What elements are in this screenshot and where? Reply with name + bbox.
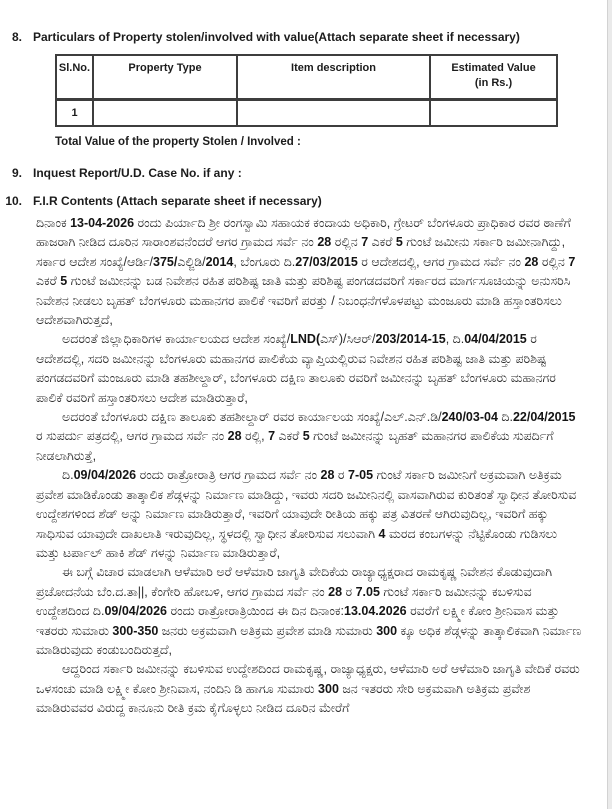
property-table-header-row bbox=[56, 55, 557, 99]
section-title: F.I.R Contents (Attach separate sheet if necessary) bbox=[33, 194, 322, 208]
cell-slno: 1 bbox=[56, 99, 93, 126]
fir-paragraphs bbox=[36, 214, 582, 719]
cell-estimated-value bbox=[430, 99, 557, 126]
property-table bbox=[55, 54, 558, 127]
section-number: 8. bbox=[11, 30, 22, 44]
section-number: 9. bbox=[11, 166, 22, 180]
fir-paragraph: ದಿನಾಂಕ 13-04-2026 ರಂದು ಪಿರ್ಯಾದಿ ಶ್ರೀ ರಂಗಸ್ವಾಮಿ ಸಹಾಯಕ ಕಂದಾಯ ಅಧಿಕಾರಿ, ಗ್ರೇಟರ್ ಬೆಂಗಳೂರು ಪ್ರಾಧಿಕಾರ ರವರ ಠಾಣೆಗೆ ಹಾಜರಾಗಿ ನೀಡಿದ ದೂರಿನ ಸಾರಾಂಶವನೆಂದರೆ ಆಗರ ಗ್ರಾಮದ ಸರ್ವೆ ನಂ 28 ರಲ್ಲಿನ 7 ಎಕರೆ 5 ಗುಂಟೆ ಜಮೀನು ಸರ್ಕಾರಿ ಜಮೀನಾಗಿದ್ದು, ಸರ್ಕಾರ ಆದೇಶ ಸಂಖ್ಯೆ/ಆರ್ಡಿ/375/ಎಲ್ಜಿಡಿ/2014, ಬೆಂಗೂರು ದಿ.27/03/2015 ರ ಆದೇಶದಲ್ಲಿ, ಆಗರ ಗ್ರಾಮದ ಸರ್ವೆ ನಂ 28 ರಲ್ಲಿನ 7 ಎಕರೆ 5 ಗುಂಟೆ ಜಮೀನನ್ನು ಬಡ ನಿವೇಶನ ರಹಿತ ಪರಿಶಿಷ್ಟ ಜಾತಿ ಮತ್ತು ಪರಿಶಿಷ್ಟ ಪಂಗಡದವರಿಗೆ ಸರ್ಕಾರದ ಮಾರ್ಗಸೂಚಿಯನ್ನು ಅನುಸರಿಸಿ ನಿವೇಶನ ನೀಡಲು ಬೃಹತ್ ಬೆಂಗಳೂರು ಮಹಾನಗರ ಪಾಲಿಕೆ ಇವರಿಗೆ ಪರತ್ತು / ನಿಬಂಧನೆಗಳೊಳಪಟ್ಟು ಮಂಜೂರು ಮಾಡಿ ಹಸ್ತಾಂತರಿಸಲು ಆದೇಶವಾಗಿರುತ್ತದೆ, bbox=[36, 216, 576, 328]
fir-paragraph: ಈ ಬಗ್ಗೆ ವಿಚಾರ ಮಾಡಲಾಗಿ ಆಳೆಮಾರಿ ಅರೆ ಆಳೆಮಾರಿ ಜಾಗೃತಿ ವೇದಿಕೆಯ ರಾಜ್ಯಾಧ್ಯಕ್ಷರಾದ ರಾಮಕೃಷ್ಣ ನಿವೇಶನ ಕೊಡುವುದಾಗಿ ಪ್ರಚೋದನೆಯ ಬೆಂ.ದ.ತಾ||, ಕೆಂಗೇರಿ ಹೋಬಳಿ, ಆಗರ ಗ್ರಾಮದ ಸರ್ವೆ ನಂ 28 ರ 7.05 ಗುಂಟೆ ಸರ್ಕಾರಿ ಜಮೀನನ್ನು ಕಬಳಿಸುವ ಉದ್ದೇಶದಿಂದ ದಿ.09/04/2026 ರಂದು ರಾತ್ರೋರಾತ್ರಿಯಿಂದ ಈ ದಿನ ದಿನಾಂಕ:13.04.2026 ರವರೆಗೆ ಲಕ್ಷ್ಮೀ ಕೋಂ ಶ್ರೀನಿವಾಸ ಮತ್ತು ಇತರರು ಸುಮಾರು 300-350 ಜನರು ಅಕ್ರಮವಾಗಿ ಅತಿಕ್ರಮ ಪ್ರವೇಶ ಮಾಡಿ ಸುಮಾರು 300 ಕ್ಕೂ ಅಧಿಕ ಶೆಡ್ಗಳನ್ನು ತಾತ್ಕಾಲಿಕವಾಗಿ ನಿರ್ಮಾಣ ಮಾಡಿರುವುದು ಕಂಡುಬಂದಿರುತ್ತದೆ, bbox=[36, 565, 582, 657]
section-number: 10. bbox=[5, 194, 22, 208]
cell-item-description bbox=[237, 99, 430, 126]
fir-paragraph: ಅದರಂತೆ ಬೆಂಗಳೂರು ದಕ್ಷಿಣ ತಾಲೂಕು ತಹಶೀಲ್ದಾರ್ ರವರ ಕಾರ್ಯಾಲಯ ಸಂಖ್ಯೆ/ಎಲ್.ಎನ್.ಡಿ/240/03-04 ದಿ.22/04/2015 ರ ಸುಪರ್ದು ಪತ್ರದಲ್ಲಿ, ಆಗರ ಗ್ರಾಮದ ಸರ್ವೆ ನಂ 28 ರಲ್ಲಿ, 7 ಎಕರೆ 5 ಗುಂಟೆ ಜಮೀನನ್ನು ಬೃಹತ್ ಮಹಾನಗರ ಪಾಲಿಕೆಯ ಸುಪರ್ದಿಗೆ ನೀಡಲಾಗಿರುತ್ತೆ, bbox=[36, 410, 576, 463]
column-header-item-description: Item description bbox=[237, 55, 430, 99]
column-header-property-type: Property Type bbox=[93, 55, 237, 99]
section-title: Particulars of Property stolen/involved with value(Attach separate sheet if necessary) bbox=[33, 30, 520, 44]
table-row bbox=[56, 99, 557, 126]
total-value-label: Total Value of the property Stolen / Involved : bbox=[55, 136, 301, 148]
fir-paragraph: ಅದರಂತೆ ಜಿಲ್ಲಾಧಿಕಾರಿಗಳ ಕಾರ್ಯಾಲಯದ ಆದೇಶ ಸಂಖ್ಯೆ/LND(ಎಸ್)/ಸಿಆರ್/203/2014-15, ದಿ.04/04/2015 ರ ಆದೇಶದಲ್ಲಿ, ಸದರಿ ಜಮೀನನ್ನು ಬೆಂಗಳೂರು ಮಹಾನಗರ ಪಾಲಿಕೆಯ ವ್ಯಾಪ್ತಿಯಲ್ಲಿರುವ ನಿವೇಶನ ರಹಿತ ಪರಿಶಿಷ್ಟ ಜಾತಿ ಮತ್ತು ಪರಿಶಿಷ್ಟ ಪಂಗಡದವರಿಗೆ ಮಂಜೂರು ಮಾಡಿ ತಹಶೀಲ್ದಾರ್, ಬೆಂಗಳೂರು ದಕ್ಷಿಣ ತಾಲೂಕು ರವರಿಗೆ ಜಮೀನನ್ನು ಬೃಹತ್ ಬೆಂಗಳೂರು ಮಹಾನಗರ ಪಾಲಿಕೆ ರವರಿಗೆ ಹಸ್ತಾಂತರಿಸಲು ಆದೇಶ ಮಾಡಿರುತ್ತಾರೆ, bbox=[36, 332, 556, 405]
fir-paragraph: ದಿ.09/04/2026 ರಂದು ರಾತ್ರೋರಾತ್ರಿ ಆಗರ ಗ್ರಾಮದ ಸರ್ವೆ ನಂ 28 ರ 7-05 ಗುಂಟೆ ಸರ್ಕಾರಿ ಜಮೀನಿಗೆ ಅಕ್ರಮವಾಗಿ ಅತಿಕ್ರಮ ಪ್ರವೇಶ ಮಾಡಿಕೊಂಡು ತಾತ್ಕಾಲಿಕ ಶೆಡ್ಗಳನ್ನು ನಿರ್ಮಾಣ ಮಾಡಿದ್ದು, ಇವರು ಸದರಿ ಜಮೀನಿನಲ್ಲಿ ವಾಸವಾಗಿರುವ ಕುರಿತಂತೆ ಸ್ವಾಧೀನ ತೋರಿಸುವ ಉದ್ದೇಶಗಳಿಂದ ಶೆಡ್ ಅನ್ನು ನಿರ್ಮಾಣ ಮಾಡಿರುತ್ತಾರೆ, ಇವರಿಗೆ ಯಾವುದೇ ರೀತಿಯ ಹಕ್ಕು ಪತ್ರ ವಿತರಣೆ ಆಗಿರುವುದಿಲ್ಲ, ಇವರಿಗೆ ಹಕ್ಕು ಸಾಧಿಸುವ ಯಾವುದೇ ದಾಖಲಾತಿ ಇರುವುದಿಲ್ಲ, ಸ್ಥಳದಲ್ಲಿ ಸ್ವಾಧೀನ ತೋರಿಸುವ ಸಲುವಾಗಿ 4 ಮರದ ಕಂಬಗಳನ್ನು ನೆಟ್ಟಿಕೊಂಡು ಗುಡಿಸಲು ಮತ್ತು ಟರ್ಪಾಲ್ ಹಾಕಿ ಶೆಡ್ ಗಳನ್ನು ನಿರ್ಮಾಣ ಮಾಡಿರುತ್ತಾರೆ, bbox=[36, 468, 577, 560]
cell-property-type bbox=[93, 99, 237, 126]
column-header-estimated-value-line1: Estimated Value bbox=[451, 62, 536, 74]
page-right-edge bbox=[607, 0, 612, 809]
column-header-slno: Sl.No. bbox=[56, 55, 93, 99]
column-header-estimated-value bbox=[430, 55, 557, 99]
column-header-estimated-value-line2: (in Rs.) bbox=[474, 77, 513, 89]
fir-paragraph: ಆದ್ದರಿಂದ ಸರ್ಕಾರಿ ಜಮೀನನ್ನು ಕಬಳಿಸುವ ಉದ್ದೇಶದಿಂದ ರಾಮಕೃಷ್ಣ, ರಾಜ್ಯಾಧ್ಯಕ್ಷರು, ಆಳೆಮಾರಿ ಅರೆ ಆಳೆಮಾರಿ ಜಾಗೃತಿ ವೇದಿಕೆ ರವರು ಒಳಸಂಚು ಮಾಡಿ ಲಕ್ಷ್ಮೀ ಕೋಂ ಶ್ರೀನಿವಾಸ, ನಂದಿನಿ ಡಿ ಹಾಗೂ ಸುಮಾರು 300 ಜನ ಇತರರು ಸೇರಿ ಅಕ್ರಮವಾಗಿ ಅತಿಕ್ರಮ ಪ್ರವೇಶ ಮಾಡಿರುವವರ ವಿರುದ್ದ ಕಾನೂನು ರೀತಿ ಕ್ರಮ ಕೈಗೊಳ್ಳಲು ನೀಡಿದ ದೂರಿನ ಮೇರೆಗೆ bbox=[36, 662, 580, 716]
section-fir-heading bbox=[0, 194, 612, 208]
section-title: Inquest Report/U.D. Case No. if any : bbox=[33, 166, 242, 180]
section-property-heading bbox=[0, 0, 612, 44]
section-inquest-heading bbox=[0, 166, 612, 180]
